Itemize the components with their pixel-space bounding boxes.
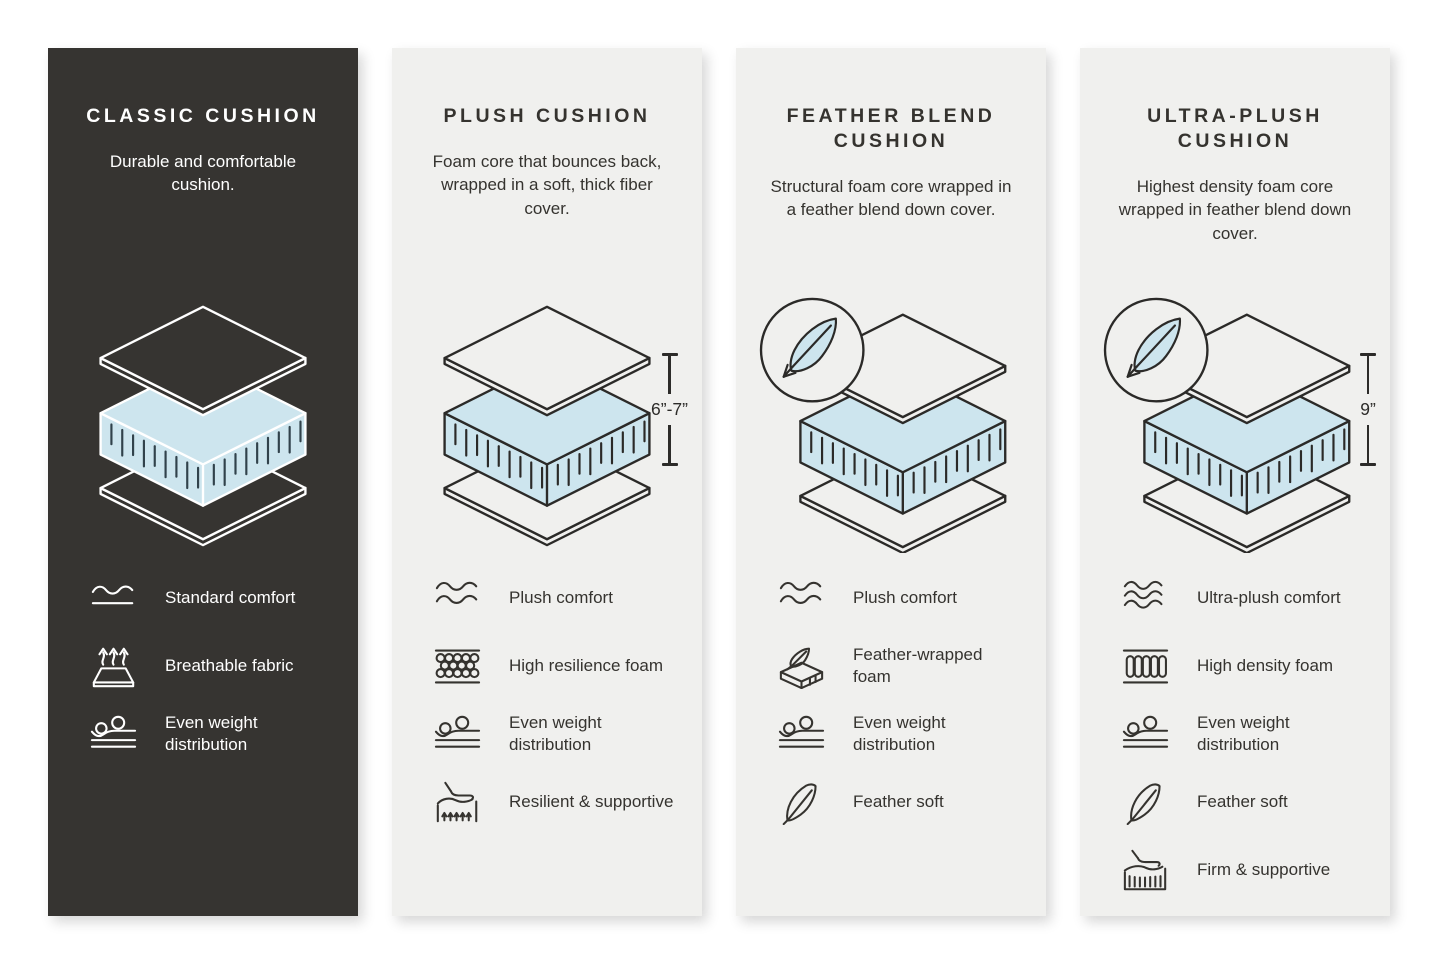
cushion-illustration (1080, 295, 1390, 557)
feature-label: Even weight distribution (165, 712, 258, 754)
feather-icon (774, 779, 828, 825)
cushion-layers-icon (65, 295, 341, 553)
feature-item (1118, 779, 1382, 825)
feature-list (736, 575, 1046, 825)
panel-title: FEATHER BLEND CUSHION (786, 105, 996, 152)
feature-label: Feather soft (1197, 791, 1288, 811)
feature-label: Plush comfort (509, 587, 613, 607)
feature-item (774, 711, 1038, 757)
panel-header (392, 48, 702, 295)
feature-label: Even weight distribution (853, 712, 946, 754)
feature-item (774, 643, 1038, 689)
panel-header (48, 48, 358, 295)
feature-label: Standard comfort (165, 587, 296, 607)
even-weight-icon (430, 711, 484, 757)
height-measurement (651, 353, 688, 466)
feature-item (430, 779, 694, 825)
panel-title: ULTRA-PLUSH CUSHION (1147, 105, 1323, 152)
feature-label: High resilience foam (509, 655, 664, 675)
feather-wrapped-foam-icon (774, 643, 828, 689)
even-weight-icon (86, 711, 140, 757)
feature-label: Firm & supportive (1197, 859, 1331, 879)
cushion-illustration (392, 295, 702, 557)
feature-item (774, 575, 1038, 621)
cushion-layers-icon (409, 295, 685, 553)
measurement-cap (1360, 463, 1376, 466)
feature-label: Feather soft (853, 791, 944, 811)
density-foam-icon (1118, 643, 1172, 689)
measurement-value: 9” (1360, 399, 1376, 419)
panel-plush-cushion (392, 48, 702, 916)
feature-item (430, 711, 694, 757)
measurement-line (1367, 425, 1370, 463)
feature-label: High density foam (1197, 655, 1334, 675)
feature-item (774, 779, 1038, 825)
feature-item (430, 575, 694, 621)
feature-label: Plush comfort (853, 587, 957, 607)
panel-title: PLUSH CUSHION (443, 105, 651, 127)
measurement-line (668, 356, 671, 394)
panel-header (736, 48, 1046, 295)
wave-double-icon (774, 575, 828, 621)
cushion-illustration (48, 295, 358, 557)
panel-description: Foam core that bounces back, wrapped in a soft, thick fiber cover. (432, 151, 662, 218)
even-weight-icon (774, 711, 828, 757)
feature-item (86, 575, 350, 621)
feature-label: Even weight distribution (509, 712, 602, 754)
feature-item (430, 643, 694, 689)
feature-item (86, 643, 350, 689)
wave-double-icon (430, 575, 484, 621)
measurement-line (668, 425, 671, 463)
feature-list (1080, 575, 1390, 893)
feature-label: Resilient & supportive (509, 791, 674, 811)
feature-label: Breathable fabric (165, 655, 294, 675)
firm-supportive-icon (1118, 847, 1172, 893)
panel-title: CLASSIC CUSHION (86, 105, 320, 127)
height-measurement (1360, 353, 1376, 466)
cushion-layers-feather-badge-icon (1097, 295, 1373, 553)
even-weight-icon (1118, 711, 1172, 757)
wave-single-icon (86, 575, 140, 621)
resilience-foam-icon (430, 643, 484, 689)
feature-label: Even weight distribution (1197, 712, 1290, 754)
panel-description: Structural foam core wrapped in a feather blend down cover. (770, 176, 1012, 220)
measurement-line (1367, 356, 1370, 394)
cushion-layers-feather-badge-icon (753, 295, 1029, 553)
cushion-illustration (736, 295, 1046, 557)
feature-list (392, 575, 702, 825)
feather-icon (1118, 779, 1172, 825)
measurement-value: 6”-7” (651, 399, 688, 419)
resilient-supportive-icon (430, 779, 484, 825)
feature-label: Ultra-plush comfort (1197, 587, 1341, 607)
panel-description: Durable and comfortable cushion. (109, 151, 297, 195)
panel-description: Highest density foam core wrapped in feather blend down cover. (1118, 176, 1352, 243)
panel-header (1080, 48, 1390, 295)
panel-ultra-plush-cushion (1080, 48, 1390, 916)
feature-item (1118, 575, 1382, 621)
feature-list (48, 575, 358, 757)
feature-item (1118, 847, 1382, 893)
wave-triple-icon (1118, 575, 1172, 621)
panel-classic-cushion (48, 48, 358, 916)
measurement-cap (662, 463, 678, 466)
feature-item (1118, 711, 1382, 757)
feature-item (86, 711, 350, 757)
breathable-fabric-icon (86, 643, 140, 689)
feature-label: Feather-wrapped foam (853, 644, 983, 686)
panel-feather-blend-cushion (736, 48, 1046, 916)
feature-item (1118, 643, 1382, 689)
